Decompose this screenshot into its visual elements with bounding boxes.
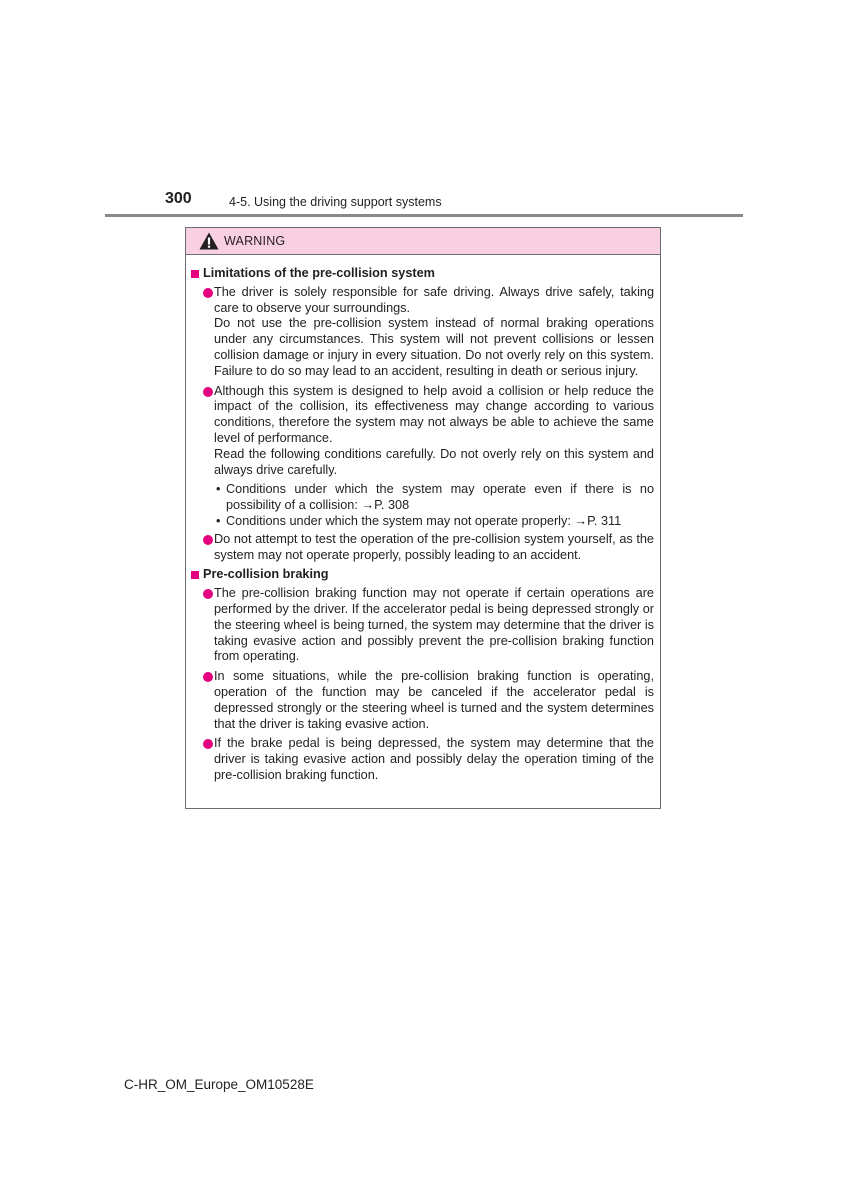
list-item (190, 285, 654, 380)
bullet-dot-icon: • (216, 513, 221, 528)
item-paragraph: In some situations, while the pre-collision braking function is operating, operation of the function may be canceled if the accelerator pedal is depressed strongly or the steering wheel is turned and the system determines that the driver is taking evasive action. (214, 669, 654, 731)
circle-bullet-icon (203, 739, 213, 749)
cross-reference[interactable]: Conditions under which the system may operate even if there is no possibility of a collision: →P. 308 (226, 482, 654, 513)
list-item (190, 532, 654, 564)
page-number: 300 (165, 190, 192, 207)
circle-bullet-icon (203, 288, 213, 298)
circle-bullet-icon (203, 535, 213, 545)
item-paragraph: The pre-collision braking function may not operate if certain operations are performed by the driver. If the accelerator pedal is being depressed strongly or the steering wheel is being turned, the system may determine that the driver is taking evasive action and possibly prevent the pre-collision braking function from operating. (214, 586, 654, 664)
document-code: C-HR_OM_Europe_OM10528E (124, 1077, 314, 1092)
list-item (190, 669, 654, 732)
warning-label: WARNING (224, 234, 286, 248)
square-bullet-icon (191, 270, 199, 278)
item-paragraph: Do not use the pre-collision system instead of normal braking operations under any circumstances. This system will not prevent collisions or lessen collision damage or injury in every situation. Do not overly rely on this system. Failure to do so may lead to an accident, resulting in death or serious injury. (214, 316, 654, 378)
section-heading (190, 567, 654, 583)
bullet-dot-icon: • (216, 482, 221, 497)
header-rule (105, 214, 743, 217)
item-paragraph: The driver is solely responsible for safe driving. Always drive safely, taking care to observe your surroundings. (214, 284, 654, 315)
item-paragraph: Do not attempt to test the operation of the pre-collision system yourself, as the system may not operate properly, possibly leading to an accident. (214, 531, 654, 562)
section-heading-text: Pre-collision braking (203, 567, 329, 582)
list-item (190, 384, 654, 479)
square-bullet-icon (191, 571, 199, 579)
section-title: 4-5. Using the driving support systems (229, 195, 442, 209)
warning-triangle-icon (199, 232, 219, 250)
section-heading-text: Limitations of the pre-collision system (203, 266, 435, 280)
list-item (190, 736, 654, 783)
sub-list-item (190, 482, 654, 514)
circle-bullet-icon (203, 589, 213, 599)
sub-list (190, 482, 654, 529)
cross-reference[interactable]: Conditions under which the system may not operate properly: →P. 311 (226, 513, 622, 528)
section-heading (190, 266, 654, 282)
circle-bullet-icon (203, 672, 213, 682)
circle-bullet-icon (203, 387, 213, 397)
item-paragraph: Read the following conditions carefully. Do not overly rely on this system and always drive carefully. (214, 446, 654, 477)
sub-list-item (190, 514, 654, 530)
list-item (190, 586, 654, 665)
warning-body (186, 255, 660, 784)
warning-header (186, 228, 660, 255)
item-paragraph: If the brake pedal is being depressed, the system may determine that the driver is taking evasive action and possibly delay the operation timing of the pre-collision braking function. (214, 736, 654, 782)
item-paragraph: Although this system is designed to help avoid a collision or help reduce the impact of the collision, its effectiveness may change according to various conditions, therefore the system may not always be able to achieve the same level of performance. (214, 383, 654, 445)
warning-box (185, 227, 661, 809)
